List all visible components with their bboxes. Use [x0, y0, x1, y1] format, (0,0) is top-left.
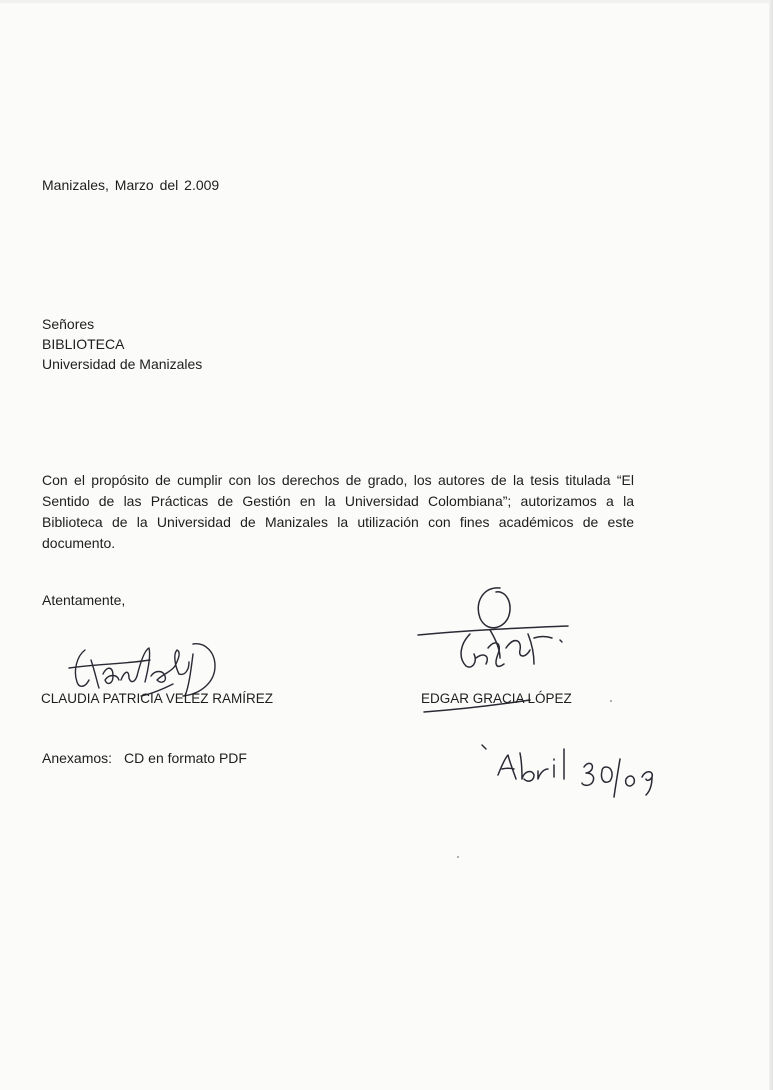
annex-label: Anexamos:: [42, 750, 113, 766]
recipient-institution: Universidad de Manizales: [42, 356, 203, 372]
scan-speck: [457, 856, 459, 858]
handwritten-date: [470, 735, 670, 805]
annex-line: [42, 748, 247, 768]
body-paragraph: Con el propósito de cumplir con los derechos de grado, los autores de la tesis titulada “El Sentido de las Prácticas de Gestión en la Universidad Colombiana”; autorizamos a la Biblioteca de la Universidad de Manizales la utilización con fines académicos de este documento.: [42, 472, 634, 551]
signature-right: [410, 578, 600, 748]
date-line: Manizales, Marzo del 2.009: [42, 177, 220, 193]
scan-top-edge: [0, 0, 773, 3]
signer-name-left: CLAUDIA PATRICIA VELEZ RAMÍREZ: [41, 691, 274, 706]
scan-speck: [610, 700, 612, 702]
annex-value: CD en formato PDF: [124, 750, 247, 766]
closing-line: Atentamente,: [42, 592, 126, 608]
recipient-department: BIBLIOTECA: [42, 336, 125, 352]
recipient-salutation: Señores: [42, 316, 95, 332]
scan-right-edge: [769, 0, 773, 1090]
signer-name-right: EDGAR GRACIA LÓPEZ: [421, 691, 572, 706]
